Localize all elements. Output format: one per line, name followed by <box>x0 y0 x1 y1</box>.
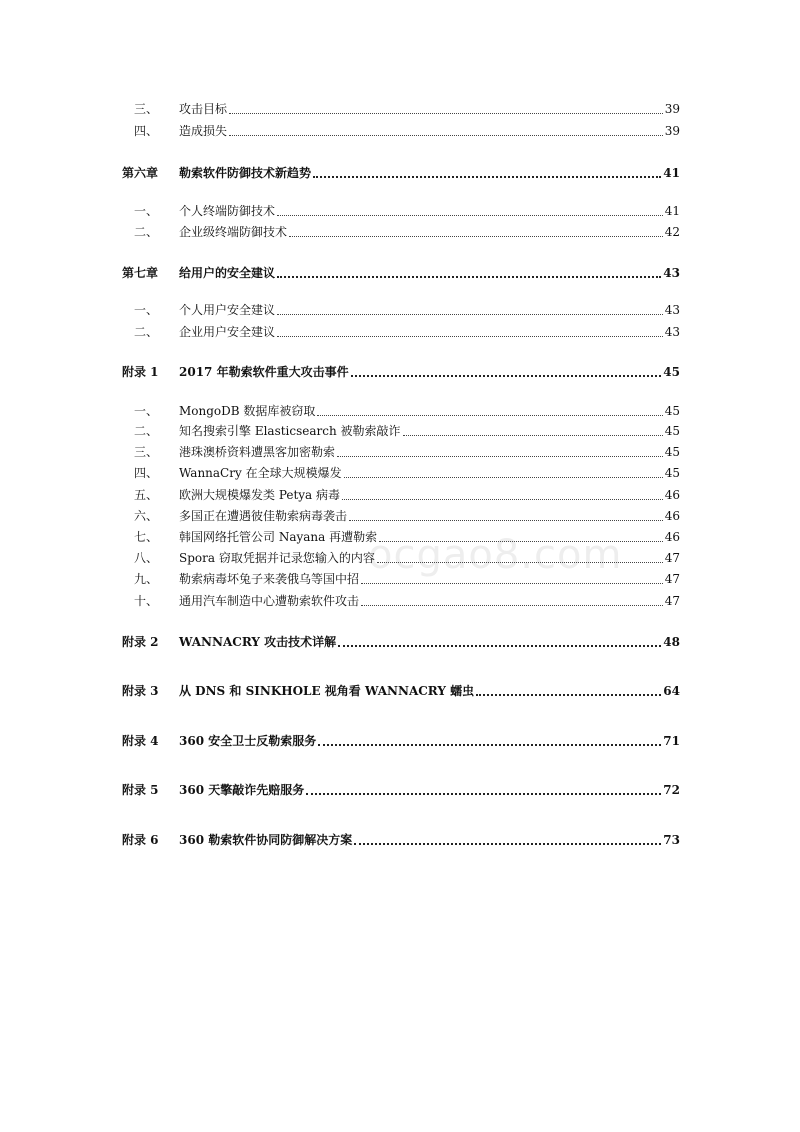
toc-entry-number: 二、 <box>134 225 159 239</box>
toc-section-entry[interactable] <box>122 420 680 438</box>
toc-dot-leader <box>277 313 663 315</box>
toc-dot-leader <box>229 134 663 136</box>
toc-entry-title: 攻击目标 <box>179 102 228 116</box>
toc-section-entry[interactable] <box>122 299 680 317</box>
toc-page-number: 39 <box>664 102 680 116</box>
toc-section-entry[interactable] <box>122 505 680 523</box>
watermark: ocgao8.com <box>368 532 623 578</box>
toc-dot-leader <box>317 414 662 416</box>
toc-entry-number: 一、 <box>134 204 159 218</box>
toc-entry-number: 五、 <box>134 488 159 502</box>
toc-entry-number: 九、 <box>134 572 159 586</box>
toc-section-entry[interactable] <box>122 120 680 138</box>
toc-entry-title: 个人终端防御技术 <box>179 204 276 218</box>
toc-page-number: 45 <box>664 424 680 438</box>
toc-page-number: 46 <box>664 509 680 523</box>
toc-entry-title: 360 安全卫士反勒索服务 <box>179 734 317 748</box>
toc-dot-leader <box>476 693 661 696</box>
toc-entry-title: 勒索病毒坏兔子来袭俄乌等国中招 <box>179 572 360 586</box>
toc-dot-leader <box>306 792 661 795</box>
toc-page-number: 47 <box>664 594 680 608</box>
toc-entry-number: 附录 1 <box>122 365 159 379</box>
toc-entry-title: 企业用户安全建议 <box>179 325 276 339</box>
toc-entry-title: 造成损失 <box>179 124 228 138</box>
toc-chapter-entry[interactable] <box>122 829 680 847</box>
toc-page-number: 42 <box>664 225 680 239</box>
toc-page-number: 41 <box>664 204 680 218</box>
toc-entry-number: 第七章 <box>122 266 159 280</box>
toc-page-number: 46 <box>664 530 680 544</box>
toc-section-entry[interactable] <box>122 98 680 116</box>
toc-page-number: 39 <box>664 124 680 138</box>
toc-dot-leader <box>313 175 661 178</box>
toc-entry-title: WannaCry 在全球大规模爆发 <box>179 466 342 480</box>
toc-dot-leader <box>361 582 663 584</box>
toc-chapter-entry[interactable] <box>122 262 680 280</box>
toc-dot-leader <box>289 235 663 237</box>
toc-page-number: 43 <box>664 303 680 317</box>
toc-chapter-entry[interactable] <box>122 680 680 698</box>
toc-dot-leader <box>354 842 661 845</box>
toc-page-number: 71 <box>663 734 680 748</box>
toc-chapter-entry[interactable] <box>122 779 680 797</box>
toc-page-number: 45 <box>664 445 680 459</box>
toc-entry-number: 十、 <box>134 594 159 608</box>
toc-page-number: 43 <box>664 325 680 339</box>
toc-entry-title: 欧洲大规模爆发类 Petya 病毒 <box>179 488 341 502</box>
toc-chapter-entry[interactable] <box>122 730 680 748</box>
toc-entry-number: 附录 2 <box>122 635 159 649</box>
toc-page-number: 72 <box>663 783 680 797</box>
toc-entry-title: 知名搜索引擎 Elasticsearch 被勒索敲诈 <box>179 424 401 438</box>
toc-entry-number: 四、 <box>134 124 159 138</box>
toc-page-number: 73 <box>663 833 680 847</box>
toc-entry-title: 勒索软件防御技术新趋势 <box>179 166 312 180</box>
toc-entry-title: 企业级终端防御技术 <box>179 225 288 239</box>
toc-entry-number: 三、 <box>134 445 159 459</box>
toc-dot-leader <box>403 434 663 436</box>
toc-page-number: 45 <box>663 365 680 379</box>
toc-entry-number: 二、 <box>134 424 159 438</box>
toc-dot-leader <box>349 519 663 521</box>
toc-chapter-entry[interactable] <box>122 361 680 379</box>
toc-page-number: 43 <box>663 266 680 280</box>
toc-entry-title: 港珠澳桥资料遭黑客加密勒索 <box>179 445 336 459</box>
toc-dot-leader <box>344 476 663 478</box>
toc-entry-title: WANNACRY 攻击技术详解 <box>179 635 337 649</box>
toc-section-entry[interactable] <box>122 400 680 418</box>
toc-section-entry[interactable] <box>122 484 680 502</box>
toc-entry-number: 附录 3 <box>122 684 159 698</box>
toc-dot-leader <box>351 374 662 377</box>
toc-entry-title: 360 天擎敲诈先赔服务 <box>179 783 305 797</box>
toc-entry-number: 一、 <box>134 303 159 317</box>
toc-dot-leader <box>229 112 663 114</box>
toc-section-entry[interactable] <box>122 462 680 480</box>
toc-dot-leader <box>277 335 663 337</box>
toc-chapter-entry[interactable] <box>122 631 680 649</box>
toc-dot-leader <box>342 498 663 500</box>
toc-page-number: 48 <box>663 635 680 649</box>
toc-dot-leader <box>277 214 663 216</box>
toc-section-entry[interactable] <box>122 321 680 339</box>
toc-dot-leader <box>337 455 663 457</box>
toc-entry-number: 一、 <box>134 404 159 418</box>
toc-dot-leader <box>318 743 661 746</box>
toc-entry-number: 六、 <box>134 509 159 523</box>
toc-section-entry[interactable] <box>122 441 680 459</box>
toc-page-number: 47 <box>664 551 680 565</box>
toc-dot-leader <box>277 275 661 278</box>
toc-page-number: 46 <box>664 488 680 502</box>
toc-dot-leader <box>338 644 661 647</box>
toc-entry-title: 给用户的安全建议 <box>179 266 276 280</box>
toc-entry-title: 360 勒索软件协同防御解决方案 <box>179 833 353 847</box>
toc-entry-title: 韩国网络托管公司 Nayana 再遭勒索 <box>179 530 378 544</box>
toc-section-entry[interactable] <box>122 221 680 239</box>
toc-section-entry[interactable] <box>122 590 680 608</box>
toc-entry-number: 附录 5 <box>122 783 159 797</box>
toc-entry-title: MongoDB 数据库被窃取 <box>179 404 316 418</box>
toc-entry-title: 多国正在遭遇彼佳勒索病毒袭击 <box>179 509 348 523</box>
toc-entry-number: 第六章 <box>122 166 159 180</box>
toc-page-number: 41 <box>663 166 680 180</box>
toc-entry-number: 附录 4 <box>122 734 159 748</box>
toc-chapter-entry[interactable] <box>122 162 680 180</box>
toc-page-number: 45 <box>664 466 680 480</box>
toc-entry-number: 四、 <box>134 466 159 480</box>
toc-entry-number: 附录 6 <box>122 833 159 847</box>
toc-entry-title: 2017 年勒索软件重大攻击事件 <box>179 365 349 379</box>
toc-dot-leader <box>361 604 663 606</box>
toc-page-number: 45 <box>664 404 680 418</box>
toc-section-entry[interactable] <box>122 200 680 218</box>
toc-entry-title: 通用汽车制造中心遭勒索软件攻击 <box>179 594 360 608</box>
toc-entry-number: 三、 <box>134 102 159 116</box>
toc-entry-number: 二、 <box>134 325 159 339</box>
toc-entry-title: 个人用户安全建议 <box>179 303 276 317</box>
toc-entry-title: Spora 窃取凭据并记录您输入的内容 <box>179 551 375 565</box>
toc-page-number: 47 <box>664 572 680 586</box>
toc-entry-title: 从 DNS 和 SINKHOLE 视角看 WANNACRY 蠕虫 <box>179 684 475 698</box>
toc-entry-number: 八、 <box>134 551 159 565</box>
toc-entry-number: 七、 <box>134 530 159 544</box>
toc-page-number: 64 <box>663 684 680 698</box>
